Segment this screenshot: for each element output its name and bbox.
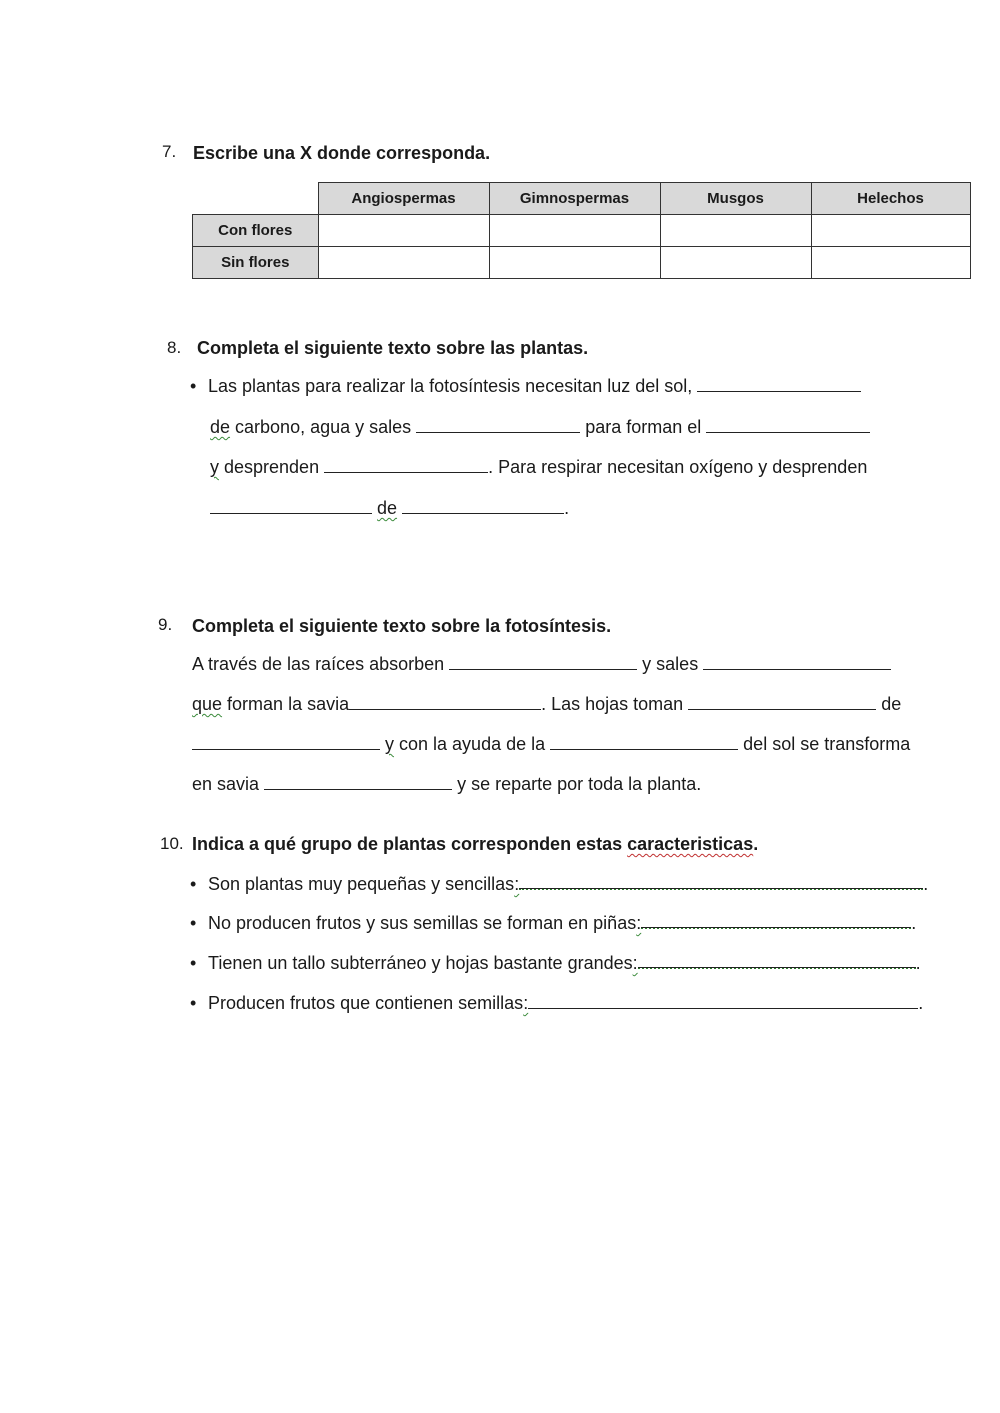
col-header-angiospermas: Angiospermas (318, 183, 489, 215)
col-header-helechos: Helechos (811, 183, 970, 215)
fill-blank[interactable] (638, 953, 916, 969)
q8-text: . Para respirar necesitan oxígeno y desprenden (488, 457, 868, 477)
q10-end: . (911, 913, 917, 933)
q10-item (190, 953, 921, 974)
q10-sep: : (632, 953, 638, 973)
fill-blank[interactable] (519, 874, 923, 890)
table-row (193, 247, 971, 279)
q9-line-4 (192, 774, 701, 795)
q10-end: . (915, 953, 921, 973)
fill-blank[interactable] (703, 655, 891, 670)
table-header-row (193, 183, 971, 215)
bullet: • (190, 993, 197, 1013)
q8-line-1 (190, 376, 861, 397)
q10-item-text: No producen frutos y sus semillas se forman en piñas (208, 913, 637, 933)
col-header-musgos: Musgos (660, 183, 811, 215)
q8-line-4 (210, 498, 569, 519)
q10-sep: : (636, 913, 642, 933)
col-header-gimnospermas: Gimnospermas (489, 183, 660, 215)
bullet: • (190, 376, 197, 396)
q9-text: de (881, 694, 902, 714)
bullet: • (190, 913, 197, 933)
fill-blank[interactable] (697, 377, 861, 392)
q9-line-1 (192, 654, 891, 675)
q9-line-3 (192, 734, 910, 755)
fill-blank[interactable] (324, 458, 488, 473)
q8-text: y (210, 457, 219, 477)
q9-text: que (192, 694, 223, 714)
fill-blank[interactable] (402, 499, 564, 514)
row-header-sin-flores: Sin flores (193, 247, 319, 279)
q9-text: y (385, 734, 395, 754)
fill-blank[interactable] (416, 418, 580, 433)
bullet: • (190, 953, 197, 973)
q8-text: desprenden (219, 457, 320, 477)
q9-text: en savia (192, 774, 260, 794)
q8-text: carbono, agua y sales (230, 417, 412, 437)
row-header-con-flores: Con flores (193, 215, 319, 247)
answer-cell[interactable] (811, 247, 970, 279)
fill-blank[interactable] (210, 499, 372, 514)
q8-line-3 (210, 457, 867, 478)
q10-sep: : (514, 874, 520, 894)
q10-title-text: caracteristicas (627, 834, 754, 854)
answer-cell[interactable] (660, 215, 811, 247)
table-row (193, 215, 971, 247)
fill-blank[interactable] (264, 775, 452, 790)
q10-item-text: Producen frutos que contienen semillas (208, 993, 524, 1013)
q8-line-2 (210, 417, 870, 438)
q7-number: 7. (162, 142, 177, 161)
q10-title-text: Indica a qué grupo de plantas corresponden estas (192, 834, 628, 854)
q10-item-text: Tienen un tallo subterráneo y hojas bastante grandes (208, 953, 633, 973)
fill-blank[interactable] (641, 913, 911, 929)
answer-cell[interactable] (811, 215, 970, 247)
q9-text: y sales (642, 654, 699, 674)
q9-title: Completa el siguiente texto sobre la fotosíntesis. (192, 616, 612, 636)
q9-text: forman la savia (222, 694, 350, 714)
q7-title: Escribe una X donde corresponda. (193, 143, 491, 163)
q10-title-text: . (753, 834, 759, 854)
q9-text: y se reparte por toda la planta. (457, 774, 702, 794)
q10-item (190, 913, 916, 934)
q10-item-text: Son plantas muy pequeñas y sencillas (208, 874, 515, 894)
q8-title: Completa el siguiente texto sobre las plantas. (197, 338, 589, 358)
q8-text: de (377, 498, 398, 518)
fill-blank[interactable] (550, 735, 738, 750)
q10-item (190, 874, 928, 895)
fill-blank[interactable] (528, 994, 918, 1009)
q10-end: . (918, 993, 924, 1013)
bullet: • (190, 874, 197, 894)
table-corner (193, 183, 319, 215)
q10-title (192, 834, 758, 855)
q7-table (192, 182, 971, 279)
q8-text: . (564, 498, 570, 518)
q9-line-2 (192, 694, 901, 715)
q10-item (190, 993, 923, 1014)
q9-text: . Las hojas toman (541, 694, 684, 714)
answer-cell[interactable] (489, 247, 660, 279)
q10-sep: : (523, 993, 529, 1013)
q9-number: 9. (158, 615, 173, 634)
q10-end: . (923, 874, 929, 894)
fill-blank[interactable] (688, 695, 876, 710)
q8-text: Las plantas para realizar la fotosíntesis necesitan luz del sol, (208, 376, 693, 396)
answer-cell[interactable] (660, 247, 811, 279)
fill-blank[interactable] (706, 418, 870, 433)
fill-blank[interactable] (449, 655, 637, 670)
q8-number: 8. (167, 338, 182, 357)
q9-text: con la ayuda de la (394, 734, 546, 754)
q8-text: de (210, 417, 231, 437)
q9-text: A través de las raíces absorben (192, 654, 445, 674)
q10-number: 10. (160, 834, 184, 853)
q9-text: del sol se transforma (743, 734, 911, 754)
answer-cell[interactable] (489, 215, 660, 247)
fill-blank[interactable] (192, 735, 380, 750)
q8-text: para forman el (585, 417, 702, 437)
answer-cell[interactable] (318, 247, 489, 279)
fill-blank[interactable] (349, 695, 541, 710)
answer-cell[interactable] (318, 215, 489, 247)
